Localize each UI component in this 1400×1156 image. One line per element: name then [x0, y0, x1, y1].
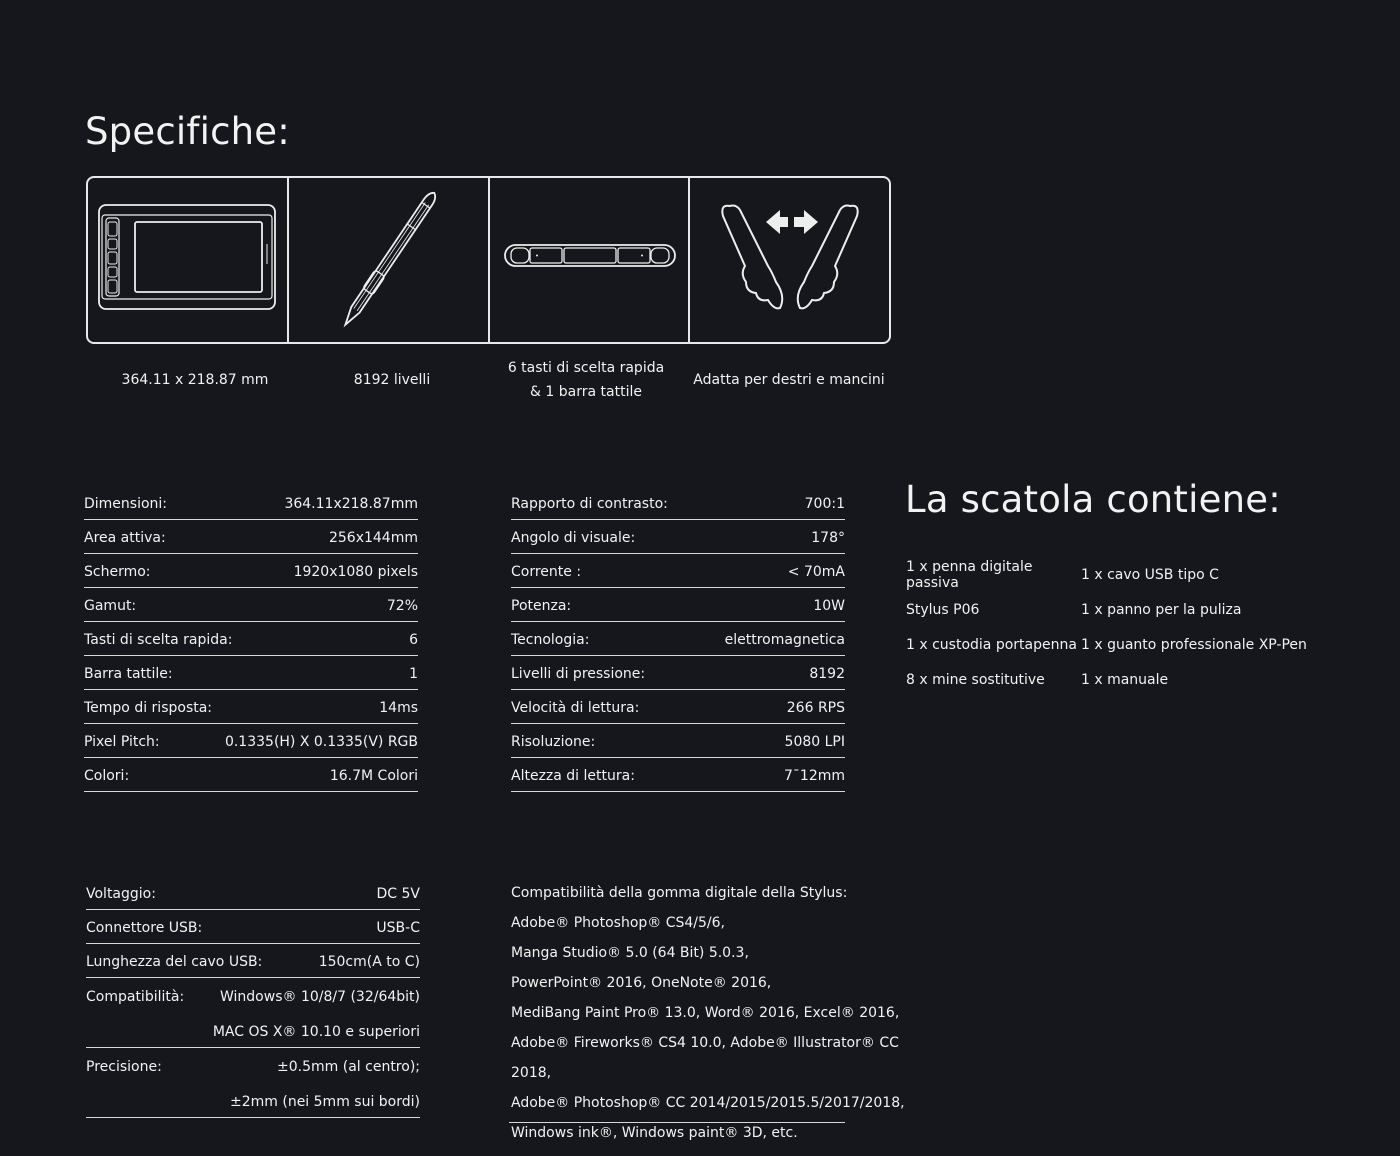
compat-line: Manga Studio® 5.0 (64 Bit) 5.0.3,: [511, 945, 749, 961]
tablet-icon: [88, 178, 288, 342]
box-item: 1 x custodia portapenna: [906, 636, 1077, 653]
compat-divider: [509, 1122, 845, 1123]
spec-value: 364.11x218.87mm: [284, 495, 418, 512]
spec-value: < 70mA: [787, 563, 845, 580]
spec-key: Risoluzione:: [511, 733, 596, 750]
spec-key: Colori:: [84, 767, 130, 784]
spec-key: Barra tattile:: [84, 665, 173, 682]
spec-value: 6: [409, 631, 418, 648]
spec-key: Corrente :: [511, 563, 582, 580]
spec-key: Area attiva:: [84, 529, 166, 546]
spec-row: [84, 554, 418, 588]
spec-value: 7¯12mm: [784, 767, 845, 784]
feature-cell-pen: [289, 178, 490, 342]
feature-caption-hands: [689, 352, 889, 408]
spec-value-line: ±0.5mm (al centro);: [277, 1059, 420, 1075]
shortcut-keys-icon: [490, 178, 690, 342]
compat-line: Adobe® Photoshop® CC 2014/2015/2015.5/2017/2018,: [511, 1095, 905, 1111]
spec-value-line: Windows® 10/8/7 (32/64bit): [220, 989, 420, 1005]
caption-line: 6 tasti di scelta rapida: [507, 360, 665, 376]
spec-value: elettromagnetica: [724, 631, 845, 648]
spec-table-bottom: [86, 876, 420, 1118]
spec-row: [511, 690, 845, 724]
feature-caption-keys: [486, 352, 686, 408]
spec-key: Velocità di lettura:: [511, 699, 640, 716]
compat-line: Adobe® Photoshop® CS4/5/6,: [511, 915, 726, 931]
left-right-hand-icon: [690, 178, 890, 342]
feature-cell-tablet: [88, 178, 289, 342]
page-title: Specifiche:: [85, 110, 290, 153]
spec-key: Lunghezza del cavo USB:: [86, 953, 263, 970]
spec-row: [511, 486, 845, 520]
spec-row: [86, 978, 420, 1048]
spec-value: 16.7M Colori: [329, 767, 418, 784]
spec-row: [511, 588, 845, 622]
spec-key: Compatibilità:: [86, 989, 185, 1005]
spec-row: [511, 554, 845, 588]
spec-value: 150cm(A to C): [318, 953, 420, 970]
feature-cell-keys: [490, 178, 691, 342]
spec-key: Rapporto di contrasto:: [511, 495, 668, 512]
spec-row: [511, 622, 845, 656]
box-item: 1 x penna digitale passiva: [906, 558, 1033, 591]
feature-caption-pressure: [292, 352, 492, 408]
spec-row: [84, 758, 418, 792]
spec-value: 256x144mm: [328, 529, 418, 546]
spec-value: 14ms: [379, 699, 418, 716]
spec-key: Tasti di scelta rapida:: [84, 631, 233, 648]
spec-row: [511, 520, 845, 554]
spec-row: [84, 724, 418, 758]
feature-icons-box: [86, 176, 891, 344]
spec-table-middle: [511, 486, 845, 792]
eraser-compatibility: [511, 878, 931, 1148]
spec-row: [84, 486, 418, 520]
spec-row: [84, 622, 418, 656]
spec-key: Altezza di lettura:: [511, 767, 635, 784]
spec-key: Schermo:: [84, 563, 151, 580]
spec-row: [511, 724, 845, 758]
spec-value: 1: [409, 665, 418, 682]
spec-value-line: ±2mm (nei 5mm sui bordi): [230, 1094, 420, 1110]
compat-heading: Compatibilità della gomma digitale della Stylus:: [511, 885, 848, 901]
spec-value: 1920x1080 pixels: [293, 563, 418, 580]
spec-row: [511, 656, 845, 690]
feature-caption-dimensions: [95, 352, 295, 408]
spec-value: 72%: [386, 597, 418, 614]
spec-table-left: [84, 486, 418, 792]
spec-row: [86, 876, 420, 910]
spec-key: Precisione:: [86, 1059, 162, 1075]
spec-value: [230, 1050, 420, 1120]
box-item: 1 x manuale: [1081, 671, 1169, 688]
spec-key: Livelli di pressione:: [511, 665, 646, 682]
spec-key: Gamut:: [84, 597, 137, 614]
spec-row: [84, 520, 418, 554]
pen-icon: [289, 178, 489, 342]
caption-line: 364.11 x 218.87 mm: [121, 372, 269, 388]
spec-value: 266 RPS: [786, 699, 845, 716]
box-contents-list: [906, 557, 1311, 697]
box-item: Stylus P06: [906, 601, 980, 618]
box-item: 1 x guanto professionale XP-Pen: [1081, 636, 1307, 653]
spec-value: 700:1: [804, 495, 845, 512]
feature-cell-hands: [690, 178, 889, 342]
spec-key: Potenza:: [511, 597, 572, 614]
compat-line: MediBang Paint Pro® 13.0, Word® 2016, Excel® 2016,: [511, 1005, 900, 1021]
spec-row: [511, 758, 845, 792]
spec-row: [86, 944, 420, 978]
spec-key: Pixel Pitch:: [84, 733, 160, 750]
spec-key: Angolo di visuale:: [511, 529, 636, 546]
spec-key: Tempo di risposta:: [84, 699, 213, 716]
caption-line: Adatta per destri e mancini: [693, 372, 885, 388]
spec-row: [86, 910, 420, 944]
spec-value: 10W: [813, 597, 845, 614]
caption-line: & 1 barra tattile: [530, 384, 642, 400]
box-contents-title: La scatola contiene:: [905, 478, 1281, 521]
spec-row: [84, 656, 418, 690]
spec-row: [84, 588, 418, 622]
compat-line: Windows ink®, Windows paint® 3D, etc.: [511, 1125, 798, 1141]
box-item: 8 x mine sostitutive: [906, 671, 1045, 688]
spec-value: 8192: [809, 665, 845, 682]
compat-line: PowerPoint® 2016, OneNote® 2016,: [511, 975, 772, 991]
spec-value: [213, 980, 420, 1050]
spec-value: 5080 LPI: [784, 733, 845, 750]
spec-value-line: MAC OS X® 10.10 e superiori: [212, 1024, 420, 1040]
caption-line: 8192 livelli: [353, 372, 431, 388]
spec-value: USB-C: [376, 919, 420, 936]
compat-line: Adobe® Fireworks® CS4 10.0, Adobe® Illustrator® CC 2018,: [511, 1035, 899, 1081]
spec-row: [86, 1048, 420, 1118]
spec-key: Dimensioni:: [84, 495, 168, 512]
box-item: 1 x cavo USB tipo C: [1081, 566, 1219, 583]
spec-row: [84, 690, 418, 724]
spec-key: Tecnologia:: [511, 631, 590, 648]
spec-key: Voltaggio:: [86, 885, 156, 902]
spec-key: Connettore USB:: [86, 919, 203, 936]
spec-value: 178°: [811, 529, 845, 546]
spec-value: 0.1335(H) X 0.1335(V) RGB: [224, 733, 418, 750]
spec-value: DC 5V: [376, 885, 420, 902]
box-item: 1 x panno per la puliza: [1081, 601, 1242, 618]
